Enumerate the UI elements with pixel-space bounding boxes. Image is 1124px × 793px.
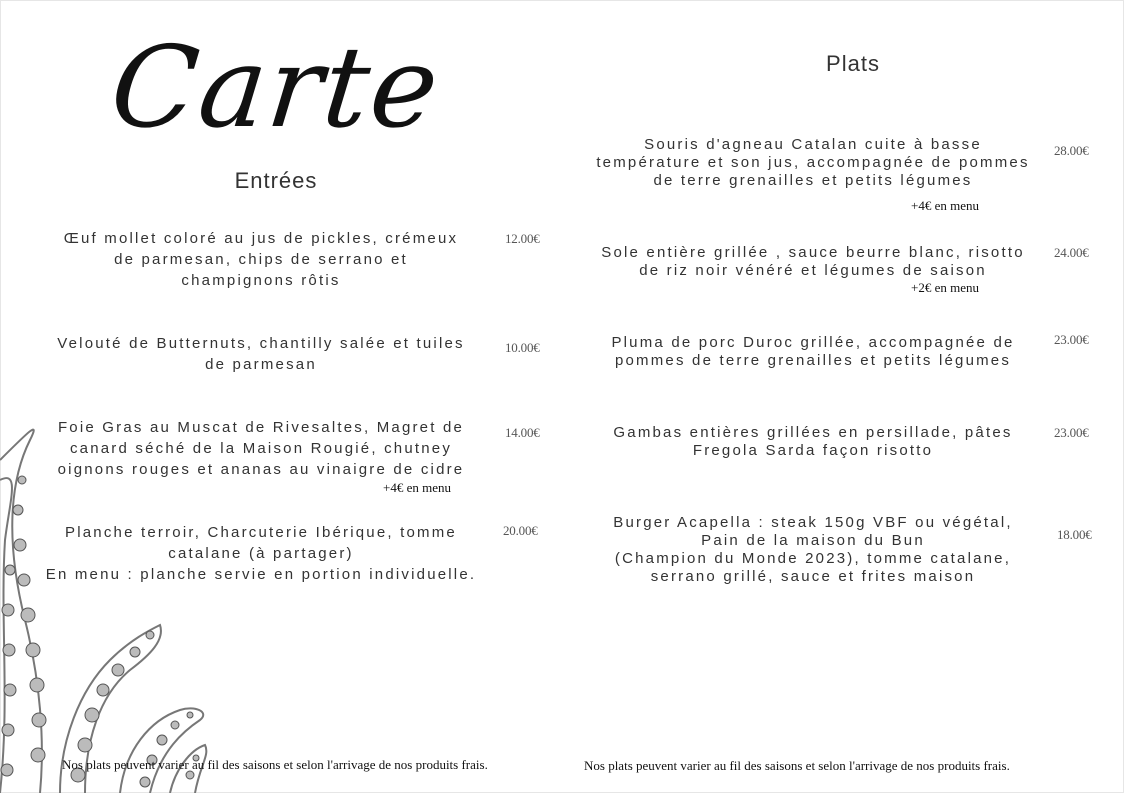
entrees-footer-note: Nos plats peuvent varier au fil des saisons et selon l'arrivage de nos produits frais. bbox=[62, 757, 488, 772]
entree-item bbox=[30, 333, 492, 375]
plat-item-line: pommes de terre grenailles et petits légumes bbox=[614, 352, 1012, 369]
menu-title: Carte bbox=[105, 23, 447, 153]
entree-item bbox=[22, 522, 500, 585]
plat-price: 24.00€ bbox=[1054, 245, 1089, 260]
entree-item-line: catalane (à partager) bbox=[168, 545, 354, 562]
entree-item bbox=[30, 417, 492, 480]
plat-price: 18.00€ bbox=[1057, 527, 1092, 542]
plat-item-line: température et son jus, accompagnée de pommes bbox=[596, 154, 1030, 171]
entree-item-line: champignons rôtis bbox=[181, 272, 341, 289]
plat-item bbox=[580, 244, 1046, 280]
plat-price: 23.00€ bbox=[1054, 425, 1089, 440]
entree-price: 10.00€ bbox=[505, 340, 540, 355]
plat-item bbox=[580, 424, 1046, 460]
plat-item-line: serrano grillé, sauce et frites maison bbox=[650, 568, 976, 585]
plat-item-line: de riz noir vénéré et légumes de saison bbox=[639, 262, 987, 279]
plat-item-line: Pain de la maison du Bun bbox=[701, 532, 925, 549]
entree-item-line: Foie Gras au Muscat de Rivesaltes, Magret de bbox=[57, 419, 465, 436]
entree-item-line: oignons rouges et ananas au vinaigre de cidre bbox=[57, 461, 465, 478]
entree-price: 12.00€ bbox=[505, 231, 540, 246]
plat-item-line: Gambas entières grillées en persillade, pâtes bbox=[613, 424, 1013, 441]
plat-item-line: Souris d'agneau Catalan cuite à basse bbox=[644, 136, 982, 153]
plat-item bbox=[580, 136, 1046, 190]
plats-footer-note: Nos plats peuvent varier au fil des saisons et selon l'arrivage de nos produits frais. bbox=[584, 758, 1010, 773]
entree-item-line: Planche terroir, Charcuterie Ibérique, tomme bbox=[65, 524, 457, 541]
entree-item-line: Velouté de Butternuts, chantilly salée et tuiles bbox=[57, 335, 465, 352]
entree-item-line: En menu : planche servie en portion individuelle. bbox=[45, 566, 477, 583]
entree-item-line: Œuf mollet coloré au jus de pickles, crémeux bbox=[63, 230, 459, 247]
plat-item-line: Burger Acapella : steak 150g VBF ou végétal, bbox=[613, 514, 1013, 531]
plat-item-line: de terre grenailles et petits légumes bbox=[653, 172, 973, 189]
entree-price: 20.00€ bbox=[503, 523, 538, 538]
plat-item-line: Pluma de porc Duroc grillée, accompagnée de bbox=[611, 334, 1015, 351]
plat-item bbox=[580, 514, 1046, 586]
plats-heading: Plats bbox=[826, 51, 880, 76]
entree-item bbox=[30, 228, 492, 291]
menu-supplement-note: +2€ en menu bbox=[911, 280, 979, 295]
plat-item bbox=[580, 334, 1046, 370]
plat-item-line: (Champion du Monde 2023), tomme catalane, bbox=[614, 550, 1012, 567]
menu-supplement-note: +4€ en menu bbox=[383, 480, 451, 495]
entree-item-line: de parmesan bbox=[205, 356, 317, 373]
plat-item-line: Sole entière grillée , sauce beurre blanc, risotto bbox=[601, 244, 1025, 261]
plat-price: 23.00€ bbox=[1054, 332, 1089, 347]
entrees-heading: Entrées bbox=[234, 168, 318, 193]
entree-item-line: de parmesan, chips de serrano et bbox=[114, 251, 408, 268]
entree-price: 14.00€ bbox=[505, 425, 540, 440]
menu-supplement-note: +4€ en menu bbox=[911, 198, 979, 213]
entree-item-line: canard séché de la Maison Rougié, chutney bbox=[69, 440, 453, 457]
plat-price: 28.00€ bbox=[1054, 143, 1089, 158]
plat-item-line: Fregola Sarda façon risotto bbox=[692, 442, 934, 459]
